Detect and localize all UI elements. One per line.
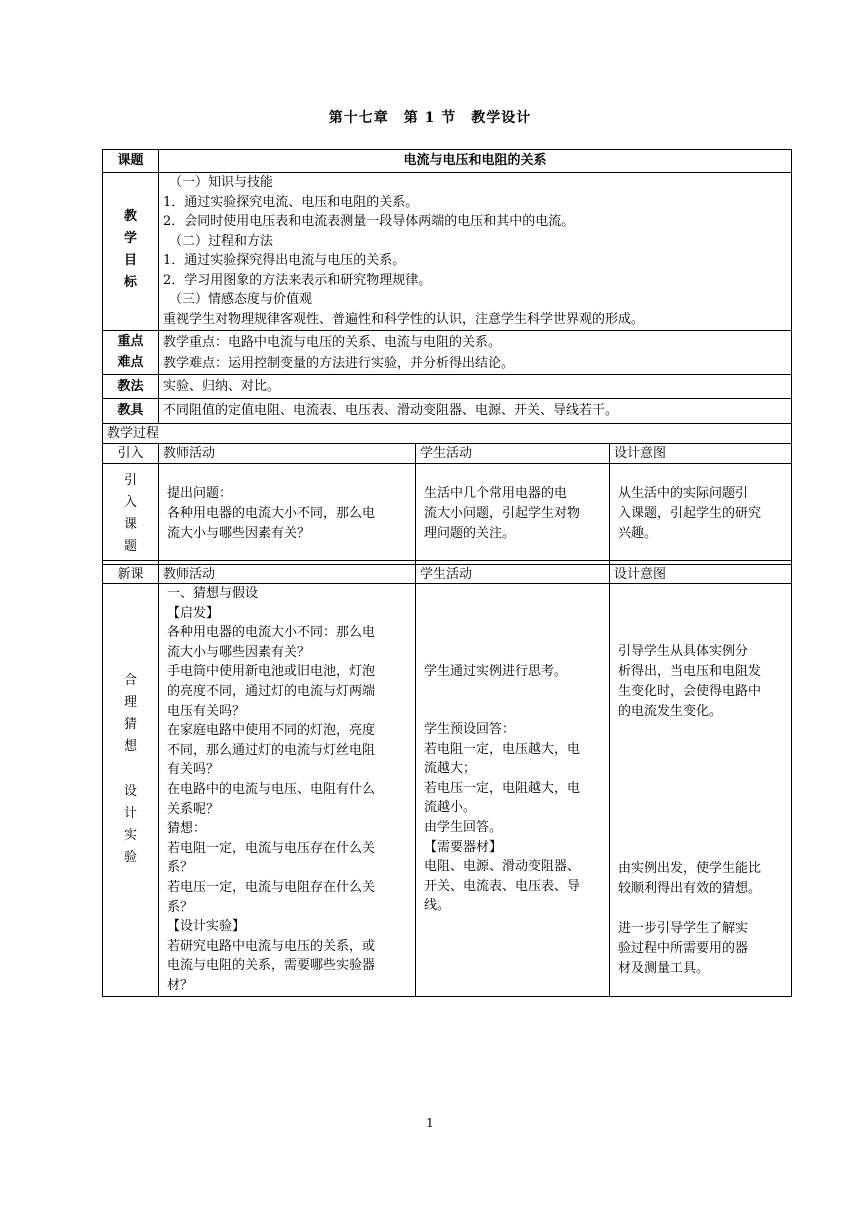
key-points-content [159, 332, 791, 374]
goals-line: 1．通过实验探究电流、电压和电阻的关系。 [163, 194, 419, 210]
goals-line: （三）情感态度与价值观 [169, 292, 313, 307]
new-student-activity: 学生预设回答： 若电阻一定，电压越大，电 流越大； 若电压一定，电阻越大，电 流越小。 由学生回答。 【需要器材】 电阻、电源、滑动变阻器、 开关、电流表、电压表、导 线。 [424, 722, 581, 914]
new-header-student: 学生活动 [420, 567, 473, 582]
topic-label: 课题 [117, 153, 144, 168]
topic-value: 电流与电压和电阻的关系 [403, 153, 547, 168]
new-teacher-activity: 一、猜想与假设 【启发】 各种用电器的电流大小不同：那么电 流大小与哪些因素有关？ 手电筒中使用新电池或旧电池，灯泡 的亮度不同，通过灯的电流与灯两端 电压有关吗？ 在家庭电路中使用不同的灯泡，亮度 不同，那么通过灯的电流与灯丝电阻 有关吗？ 在电路中的电流与电压、电阻有什么 关系呢？ 猜想： 若电阻一定，电流与电压存在什么关 系？ 若电压一定，电流与电阻存在什么关 系？ 【设计实验】 若研究电路中电流与电压的关系，或 电流与电阻的关系，需要哪些实验器 材？ [167, 586, 376, 993]
methods-label: 教法 [117, 379, 144, 394]
intro-header-teacher: 教师活动 [163, 446, 216, 461]
intro-header-intent: 设计意图 [614, 446, 667, 461]
new-row-label-design: 设 计 实 验 [123, 784, 137, 865]
goals-line: （二）过程和方法 [169, 233, 274, 249]
goals-line: 2．学习用图象的方法来表示和研究物理规律。 [163, 272, 432, 288]
methods-value: 实验、归纳、对比。 [163, 379, 281, 394]
new-header-teacher: 教师活动 [163, 567, 216, 582]
intro-header-label: 引入 [117, 446, 144, 461]
new-student-thinking: 学生通过实例进行思考。 [424, 664, 568, 679]
goals-line: 重视学生对物理规律客观性、普遍性和科学性的认识，注意学生科学世界观的形成。 [163, 311, 645, 327]
key-point-line: 教学重点：电路中电流与电压的关系、电流与电阻的关系。 [163, 335, 502, 350]
goals-line: 2．会同时使用电压表和电流表测量一段导体两端的电压和其中的电流。 [163, 214, 575, 229]
goals-line: 1．通过实验探究得出电流与电压的关系。 [163, 253, 406, 268]
tools-label: 教具 [117, 403, 144, 418]
new-row-label-guess: 合 理 猜 想 [123, 673, 137, 754]
new-header-intent: 设计意图 [614, 567, 667, 582]
tools-value: 不同阻值的定值电阻、电流表、电压表、滑动变阻器、电源、开关、导线若干。 [163, 403, 619, 418]
process-label: 教学过程 [107, 426, 160, 441]
intro-design-intent: 从生活中的实际问题引 入课题，引起学生的研究 兴趣。 [618, 486, 762, 541]
page-number: 1 [426, 1116, 434, 1130]
intro-student-activity: 生活中几个常用电器的电 流大小问题，引起学生对物 理问题的关注。 [424, 486, 581, 541]
key-points-label: 重点 难点 [117, 334, 144, 370]
intro-row-label: 引 入 课 题 [123, 473, 137, 554]
intro-teacher-activity: 提出问题： 各种用电器的电流大小不同，那么电 流大小与哪些因素有关？ [167, 486, 376, 541]
new-design-intent-a: 引导学生从具体实例分 析得出，当电压和电阻发 生变化时，会使得电路中 的电流发生变化。 [618, 644, 762, 719]
difficulty-line: 教学难点：运用控制变量的方法进行实验，并分析得出结论。 [163, 356, 515, 371]
goals-label: 教 学 目 标 [123, 209, 137, 290]
goals-line: （一）知识与技能 [169, 175, 274, 190]
new-design-intent-c: 进一步引导学生了解实 验过程中所需要用的器 材及测量工具。 [618, 921, 749, 976]
new-design-intent-b: 由实例出发，使学生能比 较顺利得出有效的猜想。 [618, 861, 762, 896]
new-header-label: 新课 [117, 567, 144, 582]
document-title: 第十七章 第 1 节 教学设计 [328, 110, 532, 126]
goals-content [159, 173, 791, 329]
intro-header-student: 学生活动 [420, 446, 473, 461]
